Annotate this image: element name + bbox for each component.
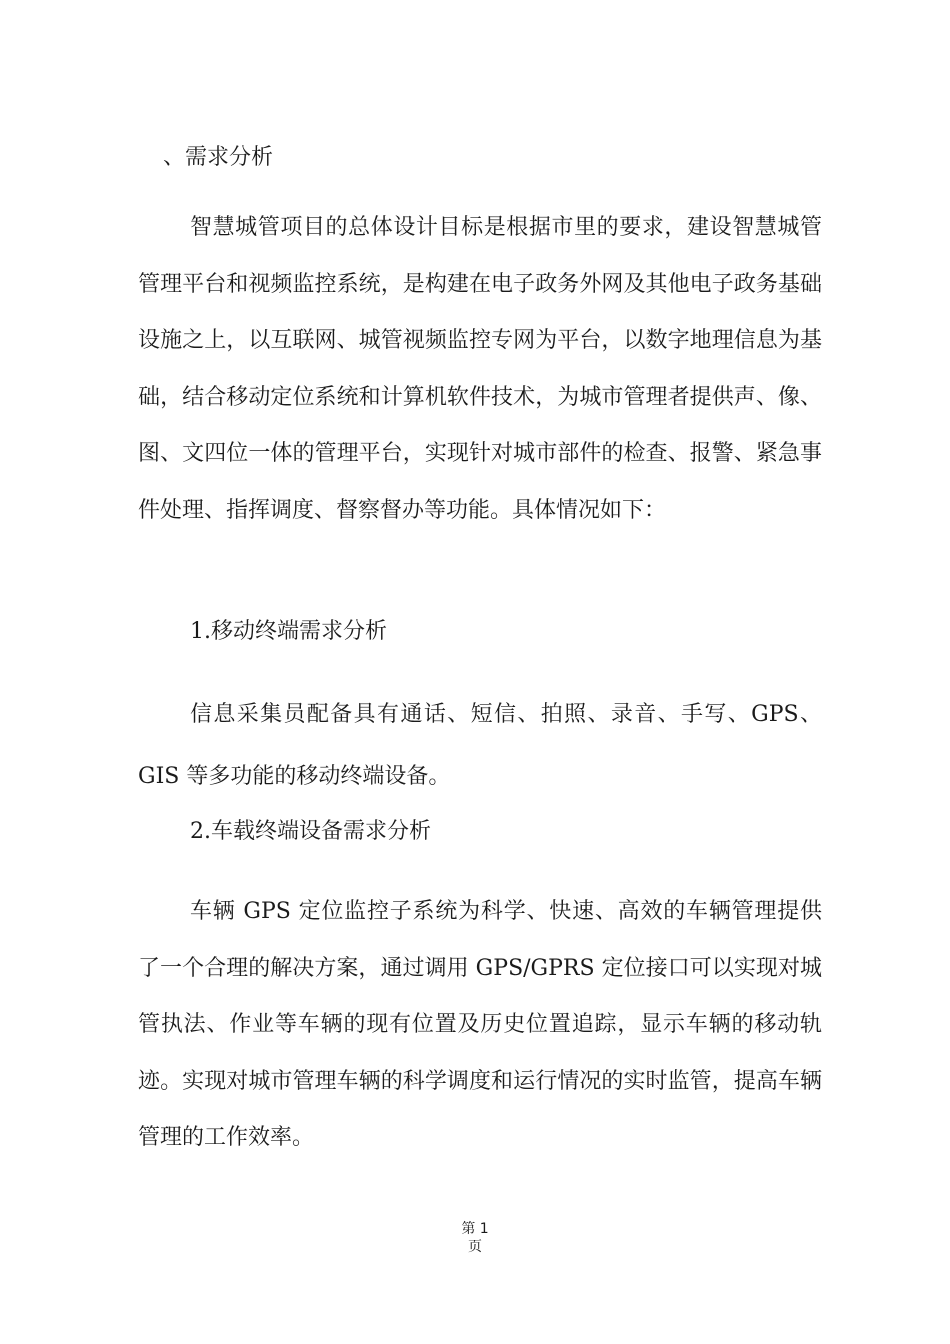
paragraph-vehicle-terminal: 车辆 GPS 定位监控子系统为科学、快速、高效的车辆管理提供了一个合理的解决方案，通过调用 GPS/GPRS 定位接口可以实现对城管执法、作业等车辆的现有位置及历史位置追踪，显示车辆的移动轨迹。实现对城市管理车辆的科学调度和运行情况的实时监管，提高车辆管理的工作效率。 — [138, 899, 822, 1150]
page-footer — [0, 1220, 950, 1256]
page-number-line2: 页 — [468, 1239, 482, 1255]
subsection-heading-mobile: 1.移动终端需求分析 — [190, 619, 387, 644]
paragraph-mobile-terminal: 信息采集员配备具有通话、短信、拍照、录音、手写、GPS、GIS 等多功能的移动终端设备。 — [138, 702, 822, 789]
paragraph-intro: 智慧城管项目的总体设计目标是根据市里的要求，建设智慧城管管理平台和视频监控系统，是构建在电子政务外网及其他电子政务基础设施之上，以互联网、城管视频监控专网为平台，以数字地理信息为基础，结合移动定位系统和计算机软件技术，为城市管理者提供声、像、图、文四位一体的管理平台，实现针对城市部件的检查、报警、紧急事件处理、指挥调度、督察督办等功能。具体情况如下： — [138, 215, 822, 523]
section-heading: 、需求分析 — [163, 145, 274, 170]
subsection-heading-vehicle: 2.车载终端设备需求分析 — [190, 819, 431, 844]
page-number-line1: 第 1 — [461, 1221, 489, 1237]
